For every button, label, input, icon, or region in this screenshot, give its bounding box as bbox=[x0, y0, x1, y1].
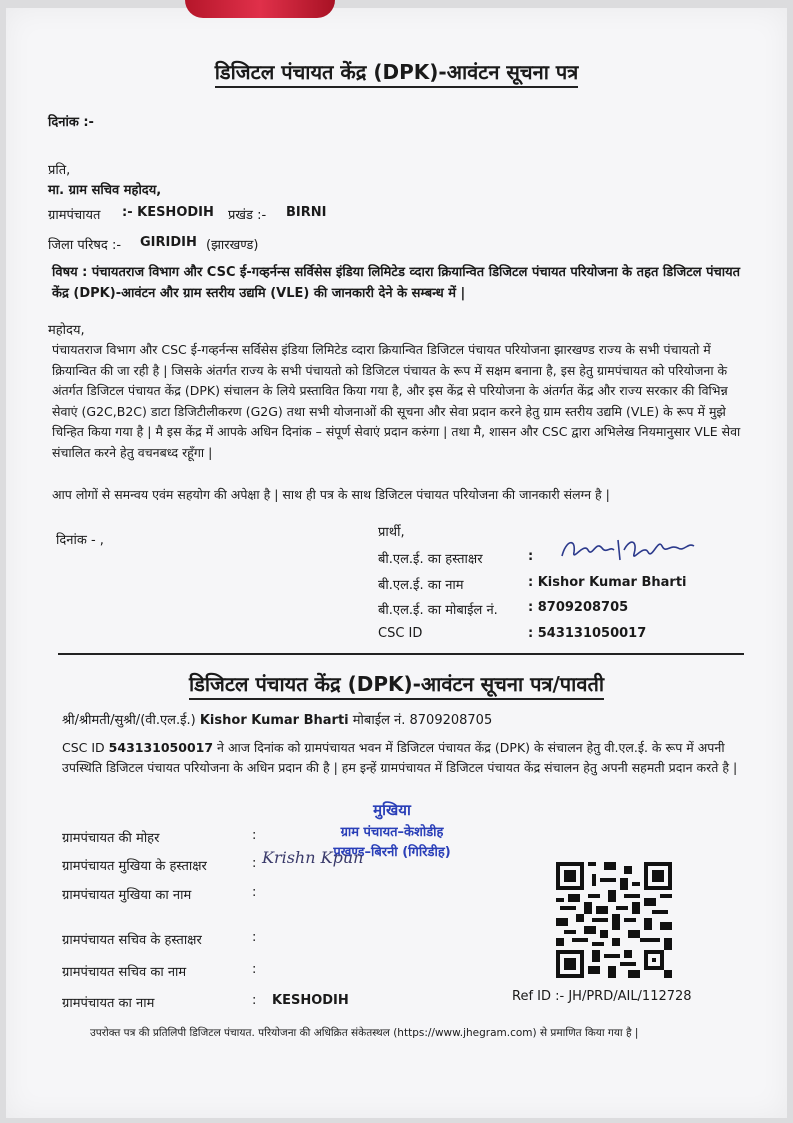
to-label: प्रति, bbox=[48, 163, 71, 178]
seal-label: ग्रामपंचायत की मोहर bbox=[62, 831, 160, 846]
stamp-line-3: प्रखण्ड–बिरनी (गिरिडीह) bbox=[333, 845, 451, 860]
applicant-label: प्रार्थी, bbox=[378, 525, 405, 540]
vle-signature bbox=[558, 532, 698, 572]
head-signature: Krishn Kpun bbox=[262, 848, 364, 867]
secretary-signature-colon: : bbox=[252, 930, 257, 945]
head-name-label: ग्रामपंचायत मुखिया का नाम bbox=[62, 888, 192, 903]
district-label: जिला परिषद :- bbox=[48, 238, 122, 253]
reference-id: Ref ID :- JH/PRD/AIL/112728 bbox=[512, 989, 692, 1004]
vle-name-value: : Kishor Kumar Bharti bbox=[528, 575, 687, 590]
secretary-name-label: ग्रामपंचायत सचिव का नाम bbox=[62, 965, 187, 980]
vle-mobile-value: : 8709208705 bbox=[528, 600, 629, 615]
vle-name-label: बी.एल.ई. का नाम bbox=[378, 578, 464, 593]
stamp-line-1: मुखिया bbox=[373, 801, 411, 819]
head-signature-label: ग्रामपंचायत मुखिया के हस्ताक्षर bbox=[62, 859, 207, 874]
csc-id-label: CSC ID bbox=[378, 626, 423, 641]
vle-signature-colon: : bbox=[528, 549, 534, 564]
secretary-name-colon: : bbox=[252, 962, 257, 977]
red-ribbon-decoration bbox=[185, 0, 335, 18]
vle-mobile-label: बी.एल.ई. का मोबाईल नं. bbox=[378, 603, 498, 618]
receipt-body-text: ने आज दिनांक को ग्रामपंचायत भवन में डिजिटल पंचायत केंद्र (DPK) के संचालन हेतु वी.एल.ई. के रूप में अपनी उपस्थिति डिजिटल पंचायत परियोजना के अधिन प्रदान की है | हम इन्हें ग्रामपंचायत में डिजिटल पंचायत केंद्र संचालन हेतु अपनी सहमती प्रदान करते है | bbox=[62, 740, 738, 775]
head-signature-colon: : bbox=[252, 856, 257, 871]
receipt-name-prefix: श्री/श्रीमती/सुश्री/(वी.एल.ई.) bbox=[62, 713, 196, 728]
district-value: GIRIDIH bbox=[140, 235, 197, 250]
secretary-signature-label: ग्रामपंचायत सचिव के हस्ताक्षर bbox=[62, 933, 202, 948]
letter-title: डिजिटल पंचायत केंद्र (DPK)-आवंटन सूचना पत्र bbox=[0, 58, 793, 85]
closing-line: आप लोगों से समन्वय एवंम सहयोग की अपेक्षा है | साथ ही पत्र के साथ डिजिटल पंचायत परियोजना की जानकारी संलग्न है | bbox=[52, 487, 610, 502]
gp-name-colon: : bbox=[252, 993, 257, 1008]
vle-signature-drawing bbox=[558, 532, 698, 566]
receipt-body bbox=[62, 738, 742, 778]
stamp-line-2: ग्राम पंचायत–केशोडीह bbox=[340, 825, 444, 840]
letter-body: पंचायतराज विभाग और CSC ई-गव्हर्नन्स सर्विसेस इंडिया लिमिटेड व्दारा क्रियान्वित डिजिटल पंचायत परियोजना झारखण्ड राज्य के सभी पंचायतो में क्रियान्वित की जा रही है | जिसके अंतर्गत राज्य के सभी पंचायतो को डिजिटल पंचायत के रूप में सक्षम बनाना है, इस हेतु ग्रामपंचायत को परियोजना के अंतर्गत डिजिटल पंचायत केंद्र (DPK) संचालन के लिये प्रस्तावित किया गया है, और इस केंद्र से परियोजना के अंतर्गत केंद्र और राज्य सरकार की विभिन्न सेवाएं (G2C,B2C) डाटा डिजिटीलीकरण (G2G) तथा सभी योजनाओं की सूचना और सेवा प्रदान करने हेतु ग्राम स्तरीय उद्यमि (VLE) के रूप में मुझे चिन्हित किया गया है | मै इस केंद्र में आपके अधिन दिनांक – संपूर्ण सेवाएं प्रदान करुंगा | तथा मै, शासन और CSC द्वारा अभिलेख नियमानुसार VLE सेवा संचालित करने हेतु वचनबध्द रहूँगा | bbox=[52, 342, 741, 460]
receipt-mobile: मोबाईल नं. 8709208705 bbox=[352, 713, 493, 728]
section-divider bbox=[58, 653, 744, 655]
receipt-csc-label: CSC ID bbox=[62, 740, 105, 755]
footer-note: उपरोक्त पत्र की प्रतिलिपी डिजिटल पंचायत. परियोजना की अधिक्रित संकेतस्थल (https://www.jhegram.com) से प्रमाणित किया गया है | bbox=[90, 1027, 639, 1039]
vle-signature-label: बी.एल.ई. का हस्ताक्षर bbox=[378, 552, 483, 567]
date-label: दिनांक :- bbox=[48, 115, 94, 130]
addressee: मा. ग्राम सचिव महोदय, bbox=[48, 183, 162, 198]
seal-colon: : bbox=[252, 828, 257, 843]
subject-line: विषय : पंचायतराज विभाग और CSC ई-गव्हर्नन्स सर्विसेस इंडिया लिमिटेड व्दारा क्रियान्वित डिजिटल पंचायत परियोजना के तहत डिजिटल पंचायत केंद्र (DPK)-आवंटन और ग्राम स्तरीय उद्यमि (VLE) की जानकारी देने के सम्बन्ध में | bbox=[52, 265, 741, 301]
qr-code bbox=[556, 862, 672, 978]
receipt-title: डिजिटल पंचायत केंद्र (DPK)-आवंटन सूचना पत्र/पावती bbox=[0, 670, 793, 697]
receipt-vle-name: Kishor Kumar Bharti bbox=[199, 713, 349, 728]
block-label: प्रखंड :- bbox=[228, 208, 267, 223]
gram-panchayat-value: :- KESHODIH bbox=[122, 205, 214, 220]
gp-name-value: KESHODIH bbox=[272, 993, 349, 1008]
gp-name-label: ग्रामपंचायत का नाम bbox=[62, 996, 155, 1011]
csc-id-value: : 543131050017 bbox=[528, 626, 647, 641]
receipt-name-line bbox=[62, 710, 492, 728]
head-name-colon: : bbox=[252, 885, 257, 900]
district-state: (झारखण्ड) bbox=[206, 238, 259, 253]
date-label-2: दिनांक - , bbox=[56, 533, 104, 548]
receipt-csc-id: 543131050017 bbox=[108, 740, 214, 755]
salutation: महोदय, bbox=[48, 323, 85, 338]
block-value: BIRNI bbox=[286, 205, 327, 220]
gram-panchayat-label: ग्रामपंचायत bbox=[48, 208, 101, 223]
